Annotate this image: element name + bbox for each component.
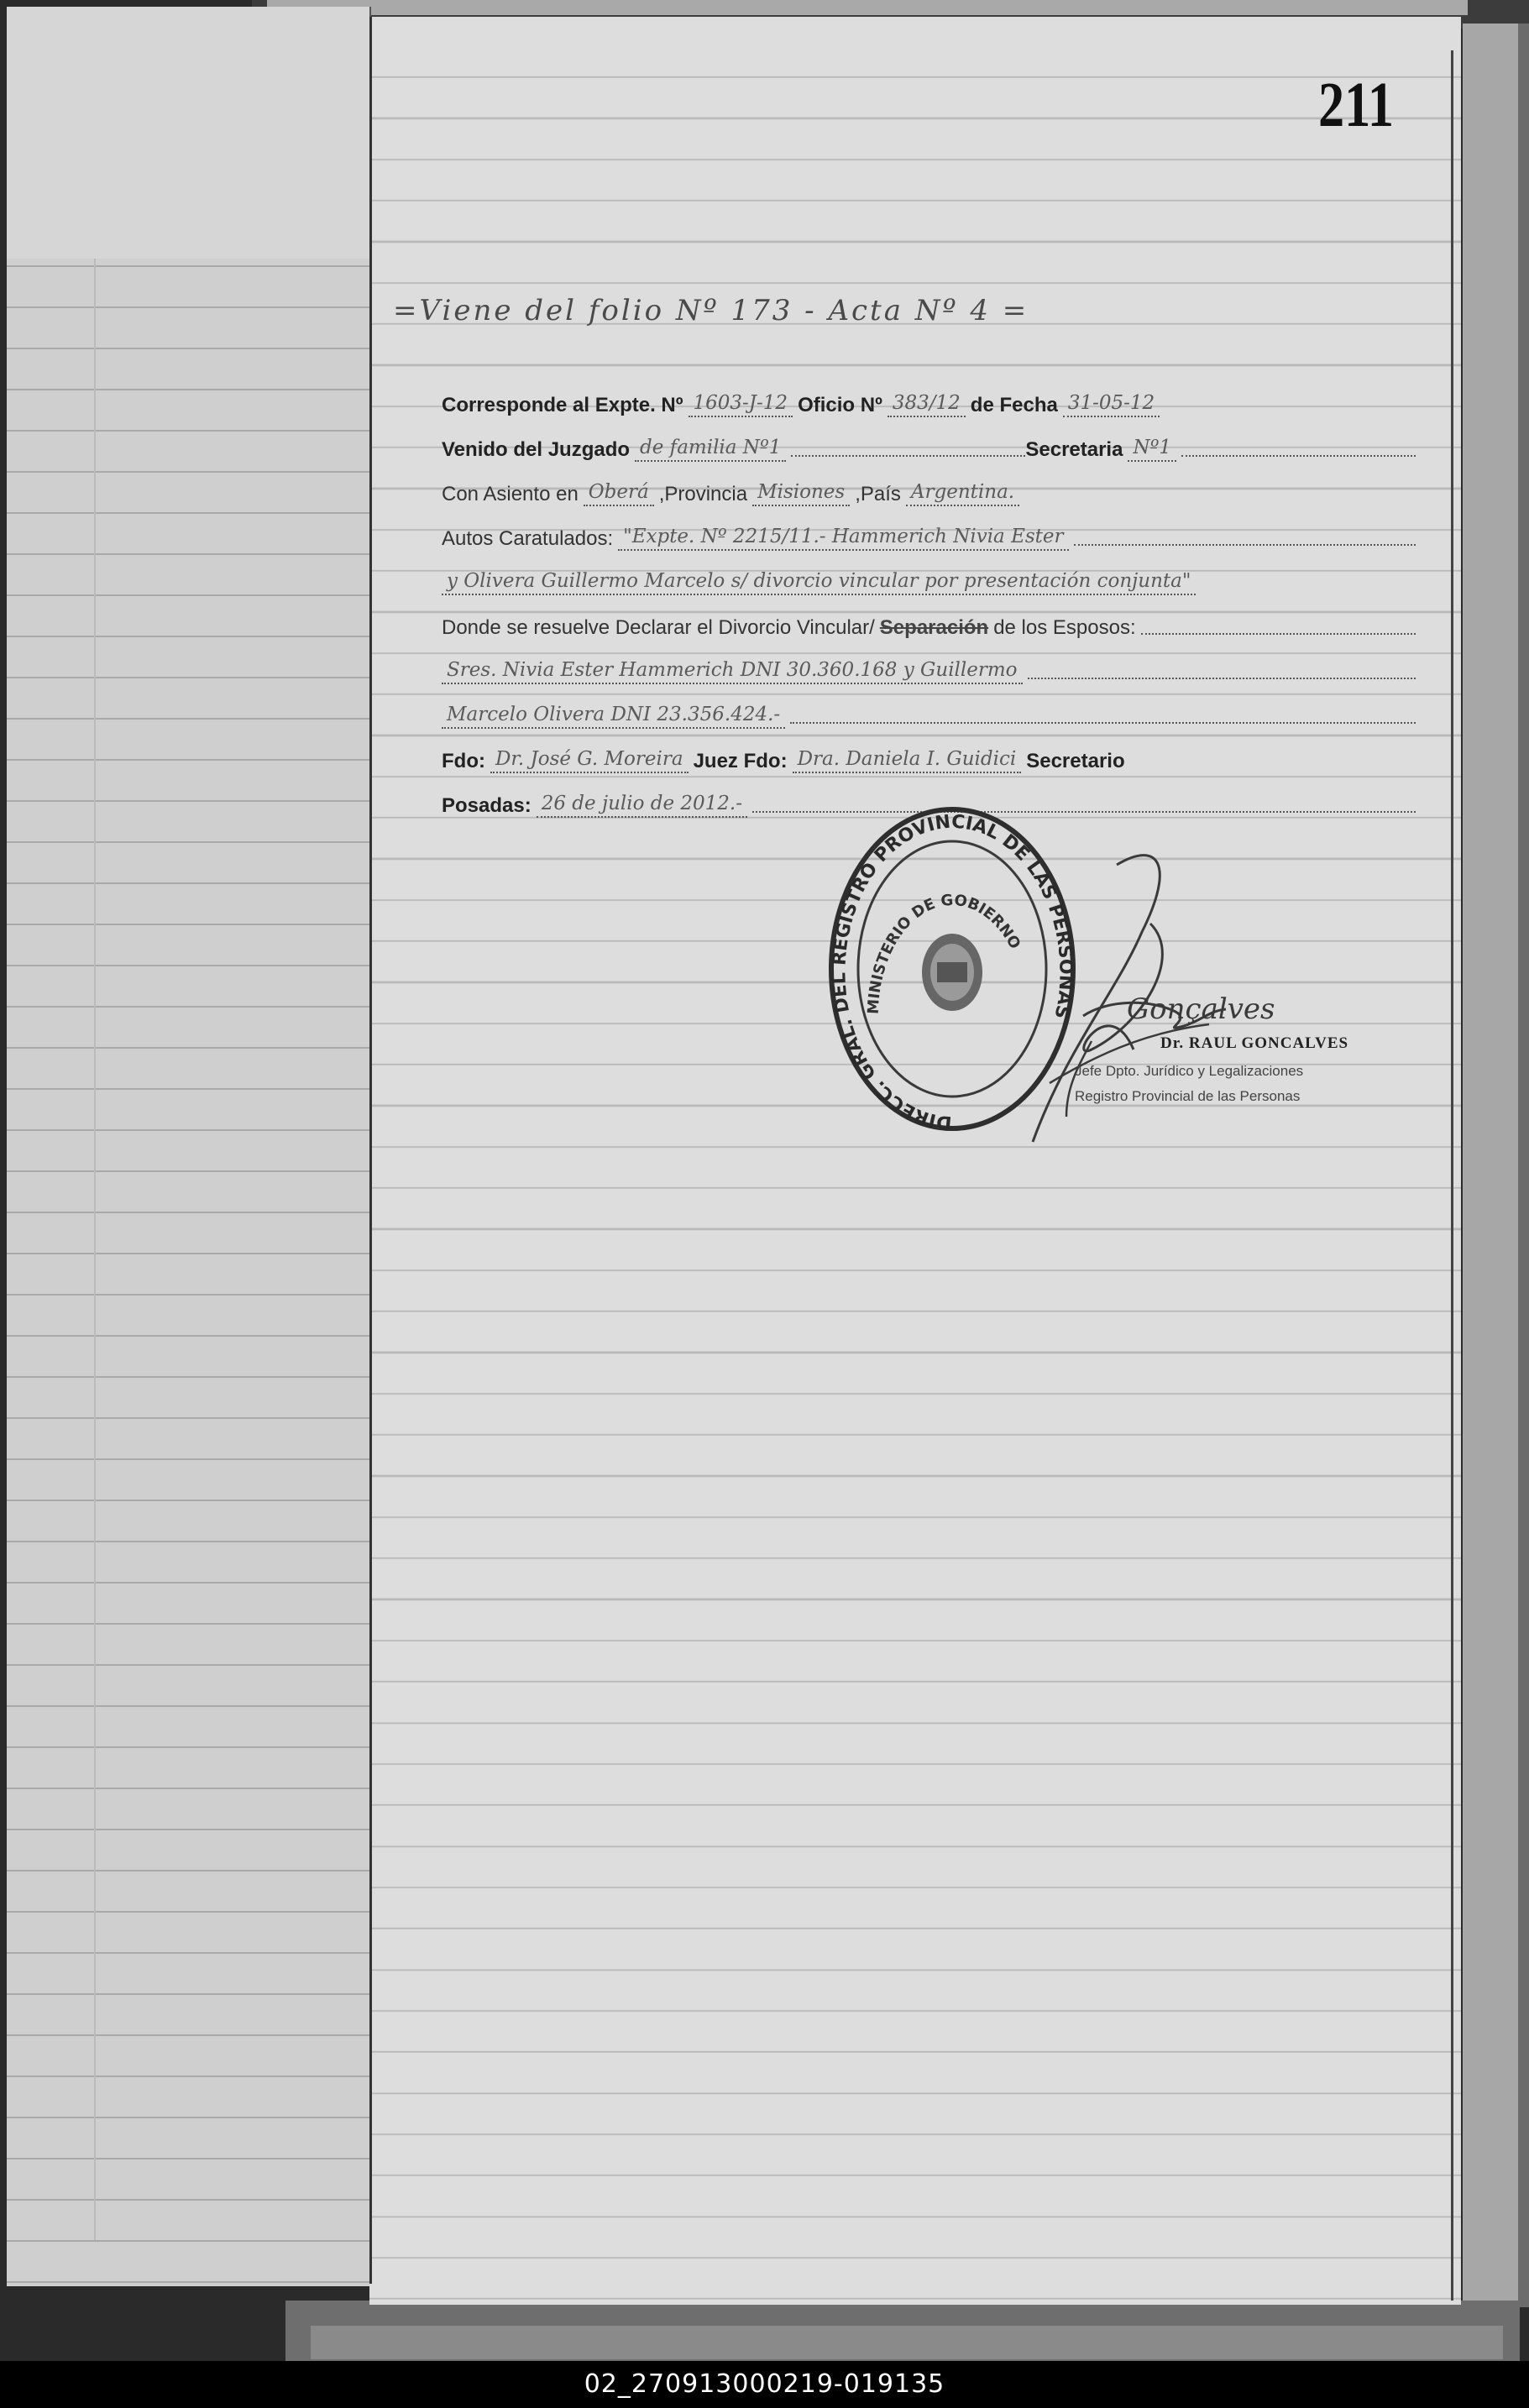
secretario-value: Dra. Daniela I. Guidici — [793, 748, 1022, 773]
asiento-label: Con Asiento en — [442, 483, 579, 505]
dotted-fill — [1074, 543, 1416, 546]
row-juzgado — [442, 417, 1416, 462]
row-firmas — [442, 729, 1416, 773]
posadas-value: 26 de julio de 2012.- — [537, 793, 747, 818]
dotted-fill — [1181, 454, 1416, 457]
secretario-label: Secretario — [1026, 750, 1125, 772]
seal-inner-text: MINISTERIO DE GOBIERNO — [864, 891, 1024, 1015]
row-esposos-1 — [442, 640, 1416, 684]
oficio-value: 383/12 — [888, 392, 966, 417]
seal-outer-text: DIRECC. GRAL. DEL REGISTRO PROVINCIAL DE LAS PERSONAS — [829, 811, 1076, 1133]
secretaria-label: Secretaria — [1025, 438, 1123, 461]
dotted-fill — [791, 454, 1025, 457]
row-autos — [442, 506, 1416, 551]
signer-office: Registro Provincial de las Personas — [1075, 1088, 1301, 1104]
juez-label: Juez Fdo: — [693, 750, 788, 772]
left-page — [7, 7, 371, 2286]
signature-handwriting: Gonçalves — [1127, 992, 1275, 1026]
esposos-label: de los Esposos: — [993, 616, 1136, 639]
autos-label: Autos Caratulados: — [442, 527, 614, 550]
autos-value-line1: "Expte. Nº 2215/11.- Hammerich Nivia Ester — [618, 526, 1068, 551]
signer-title: Jefe Dpto. Jurídico y Legalizaciones — [1075, 1063, 1304, 1079]
posadas-label: Posadas: — [442, 794, 531, 817]
signer-name: Dr. RAUL GONCALVES — [1160, 1034, 1349, 1052]
secretaria-value: Nº1 — [1128, 437, 1176, 462]
pais-value: Argentina. — [906, 481, 1019, 506]
esposos-value-line2: Marcelo Olivera DNI 23.356.424.- — [442, 704, 785, 729]
dotted-fill — [790, 721, 1416, 724]
book-bottom-edge-inner — [311, 2326, 1503, 2359]
divorce-record-form — [442, 373, 1416, 818]
dotted-fill — [1028, 677, 1416, 679]
pais-label: ,País — [855, 483, 901, 505]
page-number: 211 — [1318, 70, 1395, 140]
dotted-fill — [1141, 632, 1416, 635]
juzgado-value: de familia Nº1 — [635, 437, 786, 462]
image-caption: 02_270913000219-019135 — [0, 2361, 1529, 2408]
expte-label: Corresponde al Expte. Nº — [442, 394, 683, 416]
row-autos-cont — [442, 551, 1416, 595]
row-esposos-2 — [442, 684, 1416, 729]
row-expediente — [442, 373, 1416, 417]
continuation-note: =Viene del folio Nº 173 - Acta Nº 4 = — [393, 294, 1029, 327]
row-asiento — [442, 462, 1416, 506]
page-margin-line — [369, 17, 372, 2284]
oficio-label: Oficio Nº — [798, 394, 882, 416]
book-top-edge — [267, 0, 1468, 15]
juez-value: Dr. José G. Moreira — [490, 748, 689, 773]
expte-value: 1603-J-12 — [689, 392, 793, 417]
esposos-value-line1: Sres. Nivia Ester Hammerich DNI 30.360.168 y Guillermo — [442, 659, 1023, 684]
page-right-rule — [1451, 50, 1453, 2301]
autos-value-line2: y Olivera Guillermo Marcelo s/ divorcio vincular por presentación conjunta" — [442, 570, 1196, 595]
provincia-label: ,Provincia — [658, 483, 748, 505]
left-page-margin-line — [94, 259, 96, 2240]
asiento-value: Oberá — [584, 481, 654, 506]
separacion-struck: Separación — [879, 616, 989, 639]
book-right-edge-shadow — [1518, 24, 1529, 2307]
donde-label: Donde se resuelve Declarar el Divorcio Vincular/ — [442, 616, 875, 639]
juzgado-label: Venido del Juzgado — [442, 438, 631, 461]
fecha-label: de Fecha — [970, 394, 1058, 416]
row-donde — [442, 595, 1416, 640]
provincia-value: Misiones — [752, 481, 850, 506]
fdo-label: Fdo: — [442, 750, 485, 772]
coat-of-arms-icon — [922, 934, 982, 1011]
fecha-value: 31-05-12 — [1063, 392, 1160, 417]
